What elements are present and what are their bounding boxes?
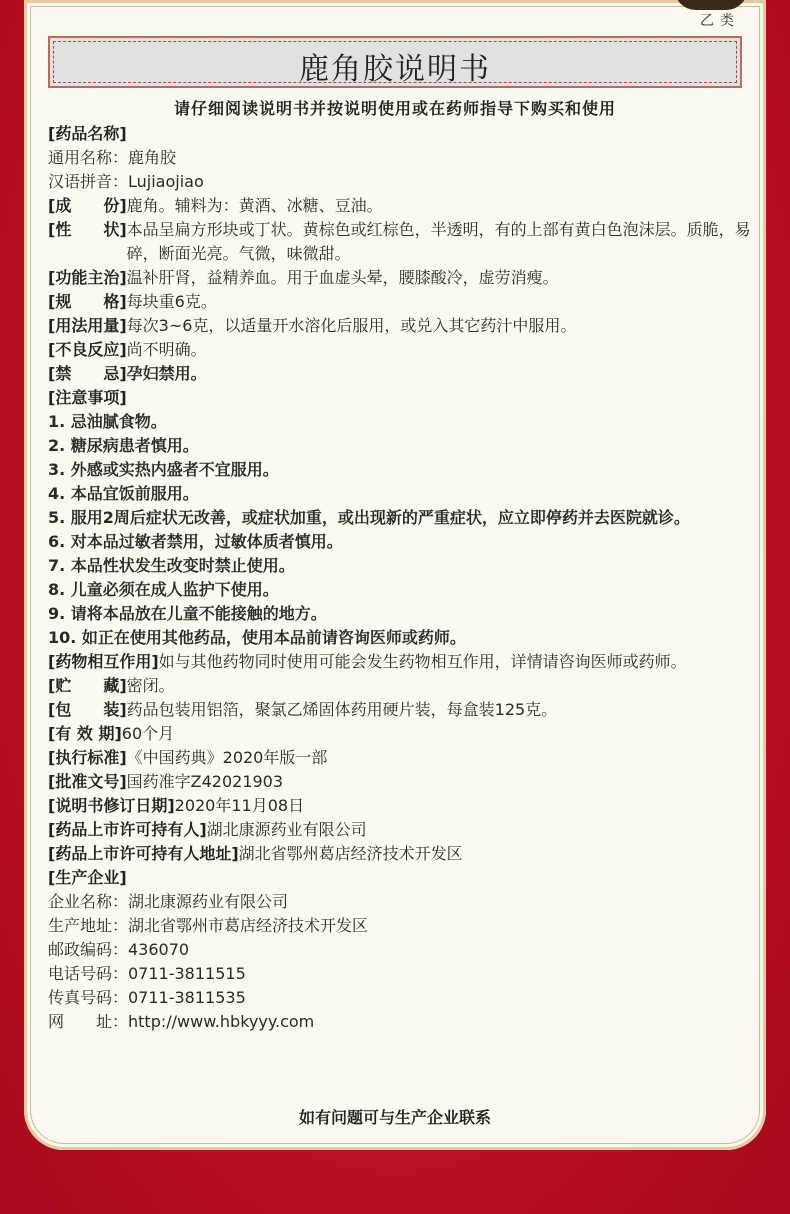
maker-name: 企业名称：湖北康源药业有限公司: [48, 892, 289, 911]
note-item: 6. 对本品过敏者禁用，过敏体质者慎用。: [48, 532, 343, 551]
indications-tag: [功能主治]: [48, 268, 127, 287]
note-item: 4. 本品宜饭前服用。: [48, 484, 199, 503]
properties-value: 本品呈扁方形块或丁状。黄棕色或红棕色，半透明，有的上部有黄白色泡沫层。质脆，易碎，断面光亮。气微，味微甜。: [126, 220, 751, 263]
contra-value: 孕妇禁用。: [126, 364, 207, 383]
indications-value: 温补肝肾，益精养血。用于血虚头晕，腰膝酸冷，虚劳消瘦。: [126, 268, 559, 287]
postcode: 邮政编码：436070: [48, 940, 190, 959]
title-banner: [48, 36, 742, 88]
note-item: 8. 儿童必须在成人监护下使用。: [48, 580, 279, 599]
holder-address-value: 湖北省鄂州葛店经济技术开发区: [238, 844, 463, 863]
storage-tag: [贮 藏]: [48, 676, 127, 695]
footer-note: 如有问题可与生产企业联系: [298, 1108, 491, 1127]
note-item: 9. 请将本品放在儿童不能接触的地方。: [48, 604, 327, 623]
section-header-notes: [注意事项]: [48, 388, 127, 407]
maker-address: 生产地址：湖北省鄂州市葛店经济技术开发区: [48, 916, 369, 935]
phone: 电话号码：0711-3811515: [48, 964, 246, 983]
holder-tag: [药品上市许可持有人]: [48, 820, 207, 839]
section-header-name: [药品名称]: [48, 124, 127, 143]
website: 网 址：http://www.hbkyyy.com: [48, 1012, 315, 1031]
package-value: 药品包装用铝箔，聚氯乙烯固体药用硬片装，每盒装125克。: [126, 700, 558, 719]
properties-tag: [性 状]: [48, 220, 127, 239]
spec-value: 每块重6克。: [126, 292, 217, 311]
usage-value: 每次3~6克，以适量开水溶化后服用，或兑入其它药汁中服用。: [126, 316, 577, 335]
adverse-value: 尚不明确。: [126, 340, 207, 359]
holder-address-tag: [药品上市许可持有人地址]: [48, 844, 239, 863]
fax: 传真号码：0711-3811535: [48, 988, 246, 1007]
ingredients-tag: [成 份]: [48, 196, 127, 215]
category-label: 乙类: [700, 13, 740, 29]
contra-tag: [禁 忌]: [48, 364, 127, 383]
holder-value: 湖北康源药业有限公司: [206, 820, 367, 839]
validity-value: 60个月: [121, 724, 175, 743]
spec-tag: [规 格]: [48, 292, 127, 311]
note-item: 3. 外感或实热内盛者不宜服用。: [48, 460, 279, 479]
standard-value: 《中国药典》2020年版一部: [126, 748, 328, 767]
storage-value: 密闭。: [126, 676, 175, 695]
note-item: 1. 忌油腻食物。: [48, 412, 167, 431]
revision-tag: [说明书修订日期]: [48, 796, 175, 815]
section-header-maker: [生产企业]: [48, 868, 127, 887]
interaction-tag: [药物相互作用]: [48, 652, 159, 671]
ingredients-value: 鹿角。辅料为：黄酒、冰糖、豆油。: [126, 196, 383, 215]
common-name: 通用名称：鹿角胶: [48, 148, 177, 167]
leaflet-content: [48, 122, 754, 1034]
page-title: 鹿角胶说明书: [299, 52, 491, 87]
pinyin-name: 汉语拼音：Lujiaojiao: [48, 172, 204, 191]
approval-value: 国药准字Z42021903: [126, 772, 284, 791]
subtitle: 请仔细阅读说明书并按说明使用或在药师指导下购买和使用: [173, 99, 616, 118]
validity-tag: [有 效 期]: [48, 724, 122, 743]
approval-tag: [批准文号]: [48, 772, 127, 791]
note-item: 5. 服用2周后症状无改善，或症状加重，或出现新的严重症状，应立即停药并去医院就诊。: [48, 508, 690, 527]
package-tag: [包 装]: [48, 700, 127, 719]
standard-tag: [执行标准]: [48, 748, 127, 767]
note-item: 2. 糖尿病患者慎用。: [48, 436, 199, 455]
adverse-tag: [不良反应]: [48, 340, 127, 359]
interaction-value: 如与其他药物同时使用可能会发生药物相互作用，详情请咨询医师或药师。: [158, 652, 687, 671]
revision-value: 2020年11月08日: [174, 796, 305, 815]
usage-tag: [用法用量]: [48, 316, 127, 335]
note-item: 7. 本品性状发生改变时禁止使用。: [48, 556, 295, 575]
note-item: 10. 如正在使用其他药品，使用本品前请咨询医师或药师。: [48, 628, 466, 647]
